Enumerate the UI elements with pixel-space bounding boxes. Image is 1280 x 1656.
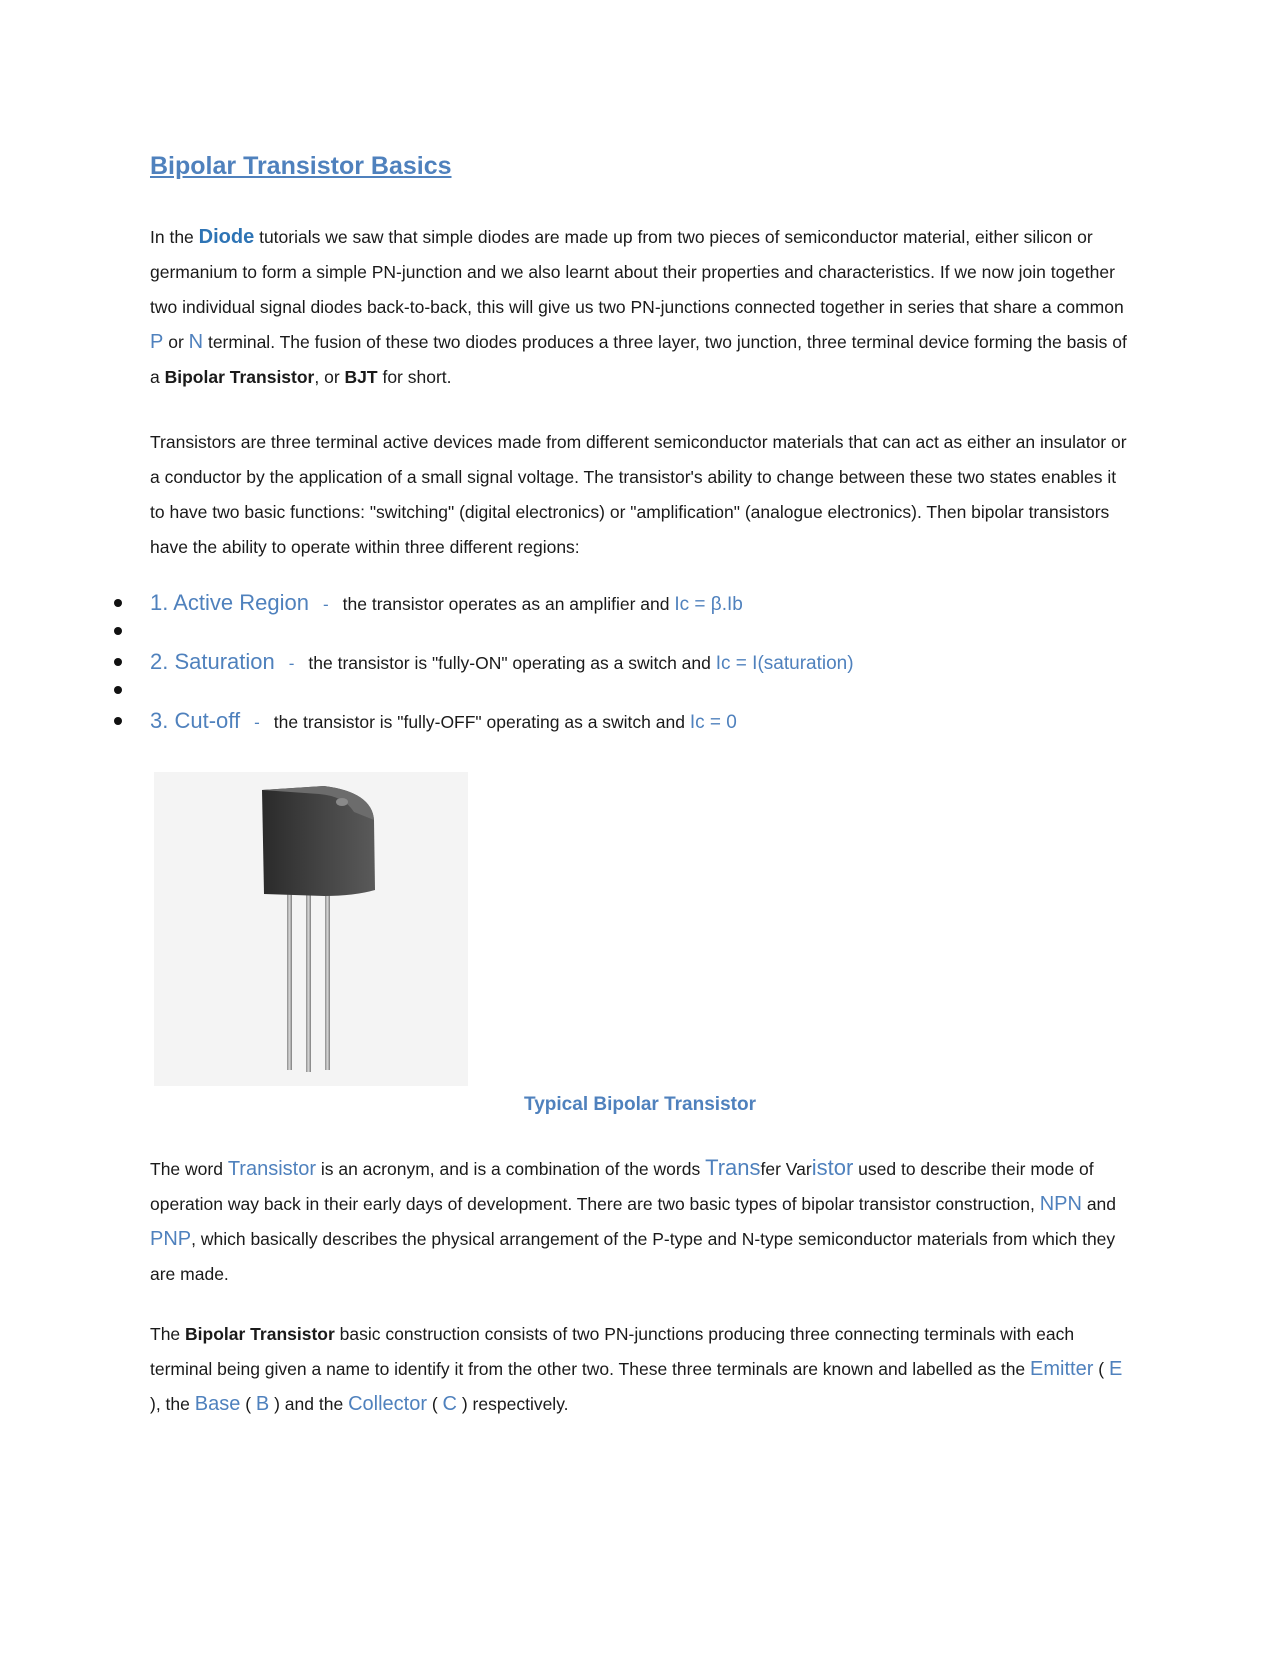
text-run: basic construction consists of two PN-junctions producing three connecting terminals with each terminal being given a name to identify it from the other two. These three terminals are known and labelled as the xyxy=(150,1324,1075,1379)
list-item xyxy=(0,616,1200,646)
npn-term: NPN xyxy=(1039,1193,1082,1215)
bullet-icon xyxy=(114,599,122,607)
text-run: The xyxy=(150,1324,186,1344)
text-run: ( xyxy=(1093,1359,1109,1379)
base-term: Base xyxy=(194,1393,241,1415)
list-item xyxy=(0,647,1200,677)
region-text xyxy=(150,706,737,738)
region-name: 3. Cut-off xyxy=(150,708,241,733)
text-run: used to describe their mode of operation way back in their early days of development. There are two basic types of bipolar transistor construction, xyxy=(150,1159,1094,1214)
construction-paragraph xyxy=(150,1317,1130,1422)
p-term: P xyxy=(150,331,164,353)
text-run: ( xyxy=(426,1394,443,1414)
transistors-paragraph: Transistors are three terminal active devices made from different semiconductor materials that can act as either an insulator or a conductor by the application of a small signal voltage. The transistor's ability to change between these two states enables it to have two basic functions: "switching" (digital electronics) or "amplification" (analogue electronics). Then bipolar transistors have the ability to operate within three different regions: xyxy=(150,432,1127,557)
bullet-icon xyxy=(114,658,122,666)
list-item xyxy=(0,706,1200,736)
list-item xyxy=(0,675,1200,705)
transistor-image xyxy=(154,772,468,1086)
bipolar-transistor-term: Bipolar Transistor xyxy=(164,367,315,387)
text-run: ) and the xyxy=(269,1394,349,1414)
intro-paragraph xyxy=(150,220,1130,395)
bipolar-transistor-term: Bipolar Transistor xyxy=(185,1324,335,1344)
page-title: Bipolar Transistor Basics xyxy=(150,152,452,180)
bjt-term: BJT xyxy=(344,367,378,387)
text-run: ), the xyxy=(150,1394,195,1414)
bullet-icon xyxy=(114,717,122,725)
list-item xyxy=(0,588,1200,618)
bullet-icon xyxy=(114,627,122,635)
region-name: 1. Active Region xyxy=(150,590,309,615)
separator: - xyxy=(254,713,260,732)
text-run: is an acronym, and is a combination of the words xyxy=(315,1159,706,1179)
text-run: , which basically describes the physical arrangement of the P-type and N-type semiconductor materials from which they are made. xyxy=(150,1229,1116,1284)
bullet-icon xyxy=(114,686,122,694)
region-formula: Ic = 0 xyxy=(689,712,737,733)
collector-letter: C xyxy=(442,1393,457,1415)
text-run: ( xyxy=(240,1394,256,1414)
diode-link[interactable]: Diode xyxy=(198,226,255,248)
text-run: The word xyxy=(150,1159,228,1179)
base-letter: B xyxy=(255,1393,270,1415)
text-run: fer Var xyxy=(760,1159,812,1179)
region-desc: the transistor operates as an amplifier and xyxy=(342,594,675,614)
text-run: for short. xyxy=(377,367,452,387)
n-term: N xyxy=(188,331,204,353)
text-run: or xyxy=(163,332,189,352)
emitter-letter: E xyxy=(1108,1358,1123,1380)
region-desc: the transistor is "fully-OFF" operating as a switch and xyxy=(273,712,690,732)
text-run: , or xyxy=(314,367,345,387)
emitter-term: Emitter xyxy=(1030,1358,1094,1380)
trans-term: Trans xyxy=(705,1155,761,1180)
region-desc: the transistor is "fully-ON" operating as a switch and xyxy=(308,653,716,673)
acronym-paragraph xyxy=(150,1150,1130,1292)
transistor-term: Transistor xyxy=(227,1158,316,1180)
text-run: terminal. The fusion of these two diodes produces a three layer, two junction, three terminal device forming the basis of a xyxy=(150,332,1127,387)
separator: - xyxy=(288,654,295,673)
image-caption: Typical Bipolar Transistor xyxy=(524,1094,756,1115)
text-run: tutorials we saw that simple diodes are made up from two pieces of semiconductor material, either silicon or germanium to form a simple PN-junction and we also learnt about their properties and characteristics. If we now join together two individual signal diodes back-to-back, this will give us two PN-junctions connected together in series that share a common xyxy=(150,227,1124,317)
collector-term: Collector xyxy=(348,1393,427,1415)
region-formula: Ic = I(saturation) xyxy=(715,653,854,674)
text-run: and xyxy=(1081,1194,1117,1214)
istor-term: istor xyxy=(811,1155,854,1180)
text-run: ) respectively. xyxy=(457,1394,569,1414)
pnp-term: PNP xyxy=(150,1228,192,1250)
transistor-photo xyxy=(154,772,468,1086)
text-run: In the xyxy=(150,227,199,247)
region-name: 2. Saturation xyxy=(150,649,275,674)
separator: - xyxy=(322,595,329,614)
region-formula: Ic = β.Ib xyxy=(674,594,743,615)
